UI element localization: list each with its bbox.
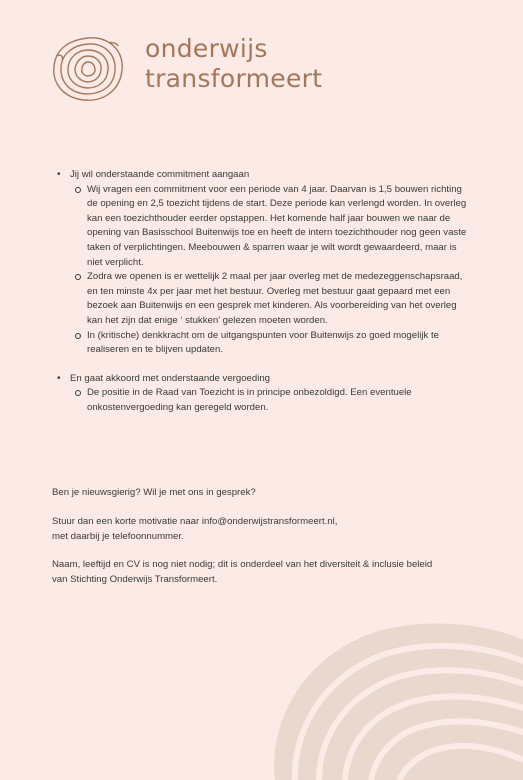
closing-question: Ben je nieuwsgierig? Wil je met ons in gesprek? <box>52 487 256 498</box>
sub-item-meetings: Zodra we openen is er wettelijk 2 maal per jaar overleg met de medezeggenschapsraad, en ten minste 4x per jaar met het bestuur. Overleg met bestuur gaat gepaard met een bezoek aan Buitenwijs en een gesprek met kinderen. Als voorbereiding van het overleg kan het zijn dat enige ‘ stukken’ gelezen moeten worden. <box>70 270 472 328</box>
list-item <box>52 372 472 416</box>
brand-name <box>145 34 322 94</box>
sub-item-commitment-period: Wij vragen een commitment voor een periode van 4 jaar. Daarvan is 1,5 bouwen richting de opening en 2,5 toezicht tijdens de start. Deze periode kan verlengd worden. In overleg kan een toezichthouder eerder opstappen. Het komende half jaar bouwen we naar de opening van Basisschool Buitenwijs toe en heeft de intern toezichthouder nog geen vaste taken of verplichtingen. Meebouwen & sparren waar je wilt wordt gewaardeerd, maar is niet verplicht. <box>70 183 472 271</box>
header-logo <box>50 34 350 106</box>
policy-line-1: Naam, leeftijd en CV is nog niet nodig; dit is onderdeel van het diversiteit & inclusie beleid <box>52 559 433 570</box>
tree-rings-decoration-icon <box>255 620 523 780</box>
bullet-commitment: Jij wil onderstaande commitment aangaan <box>70 169 250 180</box>
bullet-compensation: En gaat akkoord met onderstaande vergoeding <box>70 372 271 384</box>
requirements-list <box>52 168 472 416</box>
tree-rings-logo-icon <box>50 34 126 104</box>
contact-line-2: met daarbij je telefoonnummer. <box>52 530 184 542</box>
contact-paragraph <box>52 515 472 544</box>
sub-item-critical-thinking: In (kritische) denkkracht om de uitgangspunten voor Buitenwijs zo goed mogelijk te realiseren en te blijven updaten. <box>70 329 472 358</box>
list-item <box>52 168 472 358</box>
contact-line-1: Stuur dan een korte motivatie naar info@onderwijstransformeert.nl, <box>52 516 338 527</box>
brand-line-2: transformeert <box>145 64 323 93</box>
policy-paragraph <box>52 558 472 587</box>
brand-line-1: onderwijs <box>145 34 268 63</box>
sub-item-unpaid: De positie in de Raad van Toezicht is in principe onbezoldigd. Een eventuele onkostenvergoeding kan geregeld worden. <box>70 386 472 415</box>
policy-line-2: van Stichting Onderwijs Transformeert. <box>52 573 218 585</box>
